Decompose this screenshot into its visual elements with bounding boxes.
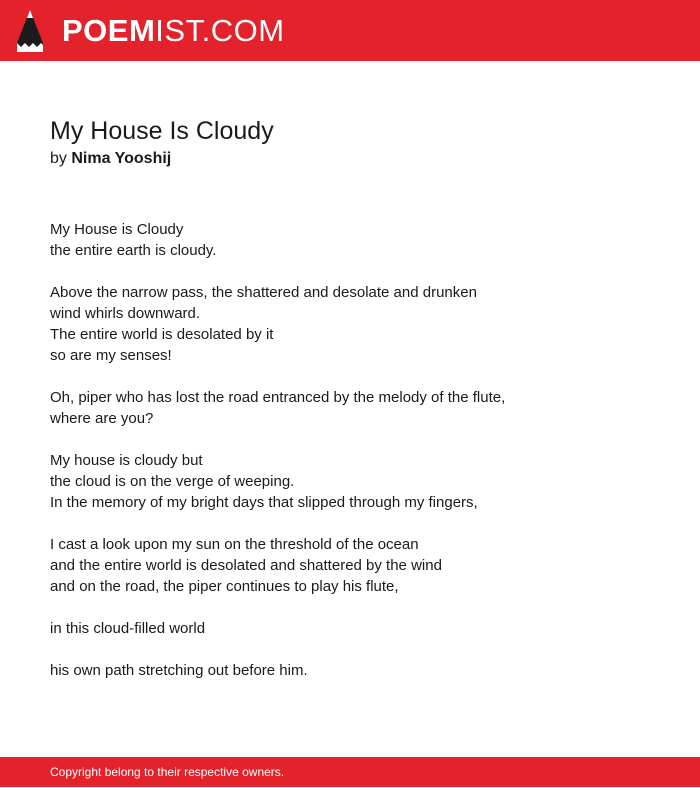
poem-stanza [50,387,670,429]
logo-text-light: IST.COM [155,13,285,48]
poem-body [50,219,670,702]
poem-line: wind whirls downward. [50,305,201,322]
author-name[interactable]: Nima Yooshij [71,150,172,167]
byline [50,148,171,170]
poem-line: and on the road, the piper continues to play his flute, [50,578,399,595]
poem-stanza [50,450,670,513]
site-logo[interactable] [62,12,285,50]
poem-line: In the memory of my bright days that slipped through my fingers, [50,494,478,511]
poem-line: his own path stretching out before him. [50,662,308,679]
poem-line: My house is cloudy but [50,452,203,469]
poem-line: I cast a look upon my sun on the threshold of the ocean [50,536,419,553]
poem-title: My House Is Cloudy [50,117,274,145]
poem-line: The entire world is desolated by it [50,326,274,343]
pencil-tip-icon[interactable] [17,10,43,52]
poem-line: Oh, piper who has lost the road entranced by the melody of the flute, [50,389,506,406]
logo-text-bold: POEM [62,13,156,48]
poem-line: and the entire world is desolated and shattered by the wind [50,557,442,574]
poem-line: so are my senses! [50,347,172,364]
poem-line: the entire earth is cloudy. [50,242,217,259]
poem-line: Above the narrow pass, the shattered and desolate and drunken [50,284,477,301]
poem-line: where are you? [50,410,154,427]
poem-stanza [50,282,670,366]
site-header [0,0,700,61]
copyright-text: Copyright belong to their respective owners. [50,765,285,779]
poem-stanza [50,660,670,681]
poem-line: the cloud is on the verge of weeping. [50,473,295,490]
poem-stanza [50,534,670,597]
poem-stanza [50,618,670,639]
poem-stanza [50,219,670,261]
byline-by: by [50,150,67,167]
poem-line: My House is Cloudy [50,221,184,238]
site-footer [0,757,700,787]
poem-line: in this cloud-filled world [50,620,206,637]
